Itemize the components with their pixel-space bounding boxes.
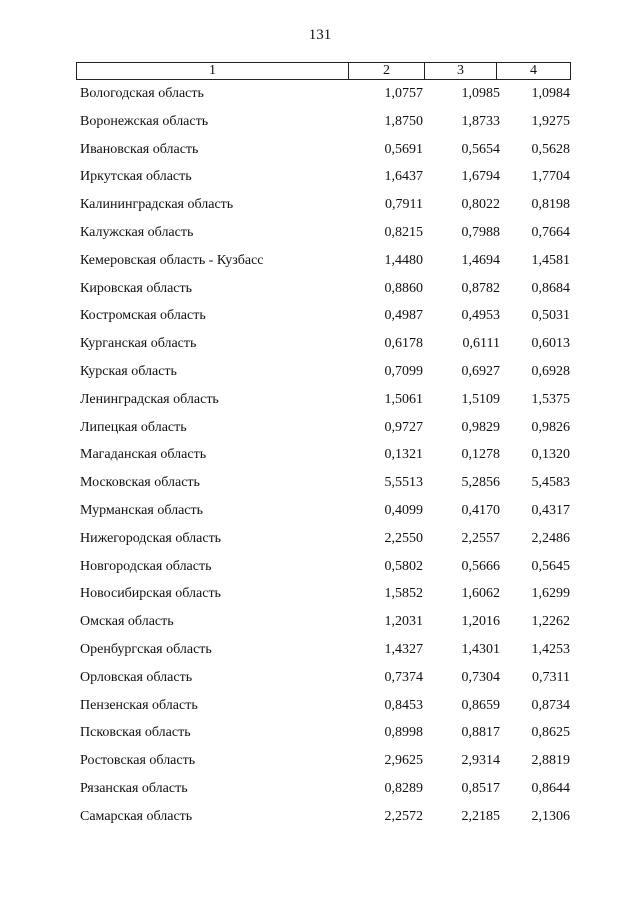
value-col-3: 0,1278 bbox=[461, 447, 500, 463]
region-name: Рязанская область bbox=[80, 780, 188, 796]
value-col-4: 5,4583 bbox=[531, 475, 570, 491]
table-row bbox=[0, 279, 640, 307]
table-row bbox=[0, 362, 640, 390]
value-col-2: 1,4327 bbox=[384, 641, 423, 657]
region-name: Мурманская область bbox=[80, 502, 204, 518]
region-name: Оренбургская область bbox=[80, 641, 212, 657]
table-row bbox=[0, 751, 640, 779]
value-col-2: 5,5513 bbox=[384, 475, 423, 491]
header-col-4: 4 bbox=[530, 63, 537, 78]
region-name: Липецкая область bbox=[80, 419, 187, 435]
table-row bbox=[0, 418, 640, 446]
value-col-3: 0,9829 bbox=[461, 419, 500, 435]
value-col-2: 1,5852 bbox=[384, 586, 423, 602]
value-col-2: 0,4987 bbox=[384, 308, 423, 324]
region-name: Нижегородская область bbox=[80, 530, 222, 546]
value-col-3: 1,2016 bbox=[461, 614, 500, 630]
value-col-2: 2,2550 bbox=[384, 530, 423, 546]
value-col-4: 0,5645 bbox=[531, 558, 570, 574]
value-col-3: 0,8782 bbox=[461, 280, 500, 296]
header-col-3: 3 bbox=[425, 63, 497, 79]
value-col-4: 1,2262 bbox=[531, 614, 570, 630]
value-col-2: 0,8215 bbox=[384, 224, 423, 240]
value-col-3: 1,4301 bbox=[461, 641, 500, 657]
value-col-3: 0,7304 bbox=[461, 669, 500, 685]
value-col-2: 1,8750 bbox=[384, 113, 423, 129]
value-col-4: 2,8819 bbox=[531, 753, 570, 769]
table-body bbox=[0, 84, 640, 835]
value-col-2: 0,5691 bbox=[384, 141, 423, 157]
value-col-4: 0,5031 bbox=[531, 308, 570, 324]
region-name: Псковская область bbox=[80, 725, 191, 741]
value-col-3: 1,4694 bbox=[461, 252, 500, 268]
table-row bbox=[0, 807, 640, 835]
value-col-4: 0,7311 bbox=[532, 669, 570, 685]
region-name: Ленинградская область bbox=[80, 391, 219, 407]
value-col-3: 0,8817 bbox=[461, 725, 500, 741]
region-name: Новгородская область bbox=[80, 558, 212, 574]
value-col-3: 0,6927 bbox=[461, 363, 500, 379]
table-row bbox=[0, 140, 640, 168]
value-col-3: 2,9314 bbox=[461, 753, 500, 769]
region-name: Курская область bbox=[80, 363, 177, 379]
value-col-4: 1,6299 bbox=[531, 586, 570, 602]
value-col-2: 2,9625 bbox=[384, 753, 423, 769]
value-col-2: 1,0757 bbox=[384, 86, 423, 101]
region-name: Омская область bbox=[80, 614, 174, 630]
value-col-2: 1,5061 bbox=[384, 391, 423, 407]
value-col-3: 2,2185 bbox=[461, 808, 500, 824]
value-col-2: 0,4099 bbox=[384, 502, 423, 518]
value-col-4: 0,8644 bbox=[531, 780, 570, 796]
region-name: Самарская область bbox=[80, 808, 193, 824]
value-col-3: 0,6111 bbox=[462, 336, 500, 352]
value-col-3: 1,6062 bbox=[461, 586, 500, 602]
header-col-1: 1 bbox=[77, 63, 349, 79]
region-name: Ивановская область bbox=[80, 141, 199, 157]
value-col-4: 0,6928 bbox=[531, 363, 570, 379]
value-col-2: 0,8289 bbox=[384, 780, 423, 796]
value-col-4: 0,8198 bbox=[531, 197, 570, 213]
table-row bbox=[0, 223, 640, 251]
value-col-4: 1,9275 bbox=[531, 113, 570, 129]
value-col-3: 5,2856 bbox=[461, 475, 500, 491]
region-name: Орловская область bbox=[80, 669, 193, 685]
value-col-3: 1,8733 bbox=[461, 113, 500, 129]
table-row bbox=[0, 251, 640, 279]
value-col-2: 1,4480 bbox=[384, 252, 423, 268]
region-name: Калужская область bbox=[80, 224, 194, 240]
value-col-3: 0,8517 bbox=[461, 780, 500, 796]
header-col-2: 2 bbox=[349, 63, 425, 79]
value-col-3: 0,4953 bbox=[461, 308, 500, 324]
value-col-4: 0,4317 bbox=[531, 502, 570, 518]
value-col-3: 0,5666 bbox=[461, 558, 500, 574]
value-col-4: 2,2486 bbox=[531, 530, 570, 546]
table-row bbox=[0, 668, 640, 696]
value-col-3: 1,0985 bbox=[461, 86, 500, 101]
table-row bbox=[0, 445, 640, 473]
region-name: Кировская область bbox=[80, 280, 193, 296]
value-col-2: 0,7099 bbox=[384, 363, 423, 379]
region-name: Курганская область bbox=[80, 336, 197, 352]
value-col-2: 0,7911 bbox=[385, 197, 423, 213]
value-col-4: 0,7664 bbox=[531, 224, 570, 240]
value-col-3: 0,7988 bbox=[461, 224, 500, 240]
page-number: 131 bbox=[308, 27, 332, 43]
table-row bbox=[0, 84, 640, 112]
region-name: Пензенская область bbox=[80, 697, 198, 713]
region-name: Иркутская область bbox=[80, 169, 192, 185]
value-col-3: 0,8659 bbox=[461, 697, 500, 713]
table-row bbox=[0, 473, 640, 501]
table-row bbox=[0, 112, 640, 140]
value-col-3: 1,6794 bbox=[461, 169, 500, 185]
table-row bbox=[0, 529, 640, 557]
table-row bbox=[0, 334, 640, 362]
value-col-4: 1,7704 bbox=[531, 169, 570, 185]
table-row bbox=[0, 557, 640, 585]
table-row bbox=[0, 779, 640, 807]
value-col-3: 0,5654 bbox=[461, 141, 500, 157]
value-col-2: 0,8998 bbox=[384, 725, 423, 741]
table-row bbox=[0, 584, 640, 612]
value-col-2: 0,7374 bbox=[384, 669, 423, 685]
value-col-4: 1,0984 bbox=[531, 86, 570, 101]
region-name: Костромская область bbox=[80, 308, 206, 324]
value-col-3: 0,4170 bbox=[461, 502, 500, 518]
value-col-2: 1,6437 bbox=[384, 169, 423, 185]
value-col-4: 0,6013 bbox=[531, 336, 570, 352]
region-name: Кемеровская область - Кузбасс bbox=[80, 252, 264, 268]
value-col-3: 1,5109 bbox=[461, 391, 500, 407]
value-col-2: 0,1321 bbox=[384, 447, 423, 463]
value-col-2: 1,2031 bbox=[384, 614, 423, 630]
value-col-4: 0,8734 bbox=[531, 697, 570, 713]
value-col-4: 0,1320 bbox=[531, 447, 570, 463]
table-row bbox=[0, 640, 640, 668]
value-col-4: 0,9826 bbox=[531, 419, 570, 435]
value-col-3: 2,2557 bbox=[461, 530, 500, 546]
region-name: Новосибирская область bbox=[80, 586, 221, 602]
value-col-2: 0,9727 bbox=[384, 419, 423, 435]
value-col-2: 2,2572 bbox=[384, 808, 423, 824]
region-name: Московская область bbox=[80, 475, 200, 491]
value-col-2: 0,8860 bbox=[384, 280, 423, 296]
value-col-2: 0,8453 bbox=[384, 697, 423, 713]
table-row bbox=[0, 195, 640, 223]
value-col-4: 1,4581 bbox=[531, 252, 570, 268]
value-col-4: 0,8684 bbox=[531, 280, 570, 296]
table-row bbox=[0, 306, 640, 334]
region-name: Воронежская область bbox=[80, 113, 209, 129]
value-col-2: 0,6178 bbox=[384, 336, 423, 352]
value-col-3: 0,8022 bbox=[461, 197, 500, 213]
table-row bbox=[0, 696, 640, 724]
table-header bbox=[76, 62, 571, 80]
table-row bbox=[0, 723, 640, 751]
value-col-4: 0,5628 bbox=[531, 141, 570, 157]
value-col-4: 1,5375 bbox=[531, 391, 570, 407]
value-col-2: 0,5802 bbox=[384, 558, 423, 574]
table-row bbox=[0, 167, 640, 195]
value-col-4: 0,8625 bbox=[531, 725, 570, 741]
value-col-4: 1,4253 bbox=[531, 641, 570, 657]
region-name: Калининградская область bbox=[80, 197, 234, 213]
value-col-4: 2,1306 bbox=[531, 808, 570, 824]
table-row bbox=[0, 612, 640, 640]
table-row bbox=[0, 501, 640, 529]
region-name: Вологодская область bbox=[80, 86, 204, 101]
table-row bbox=[0, 390, 640, 418]
region-name: Ростовская область bbox=[80, 753, 196, 769]
region-name: Магаданская область bbox=[80, 447, 207, 463]
